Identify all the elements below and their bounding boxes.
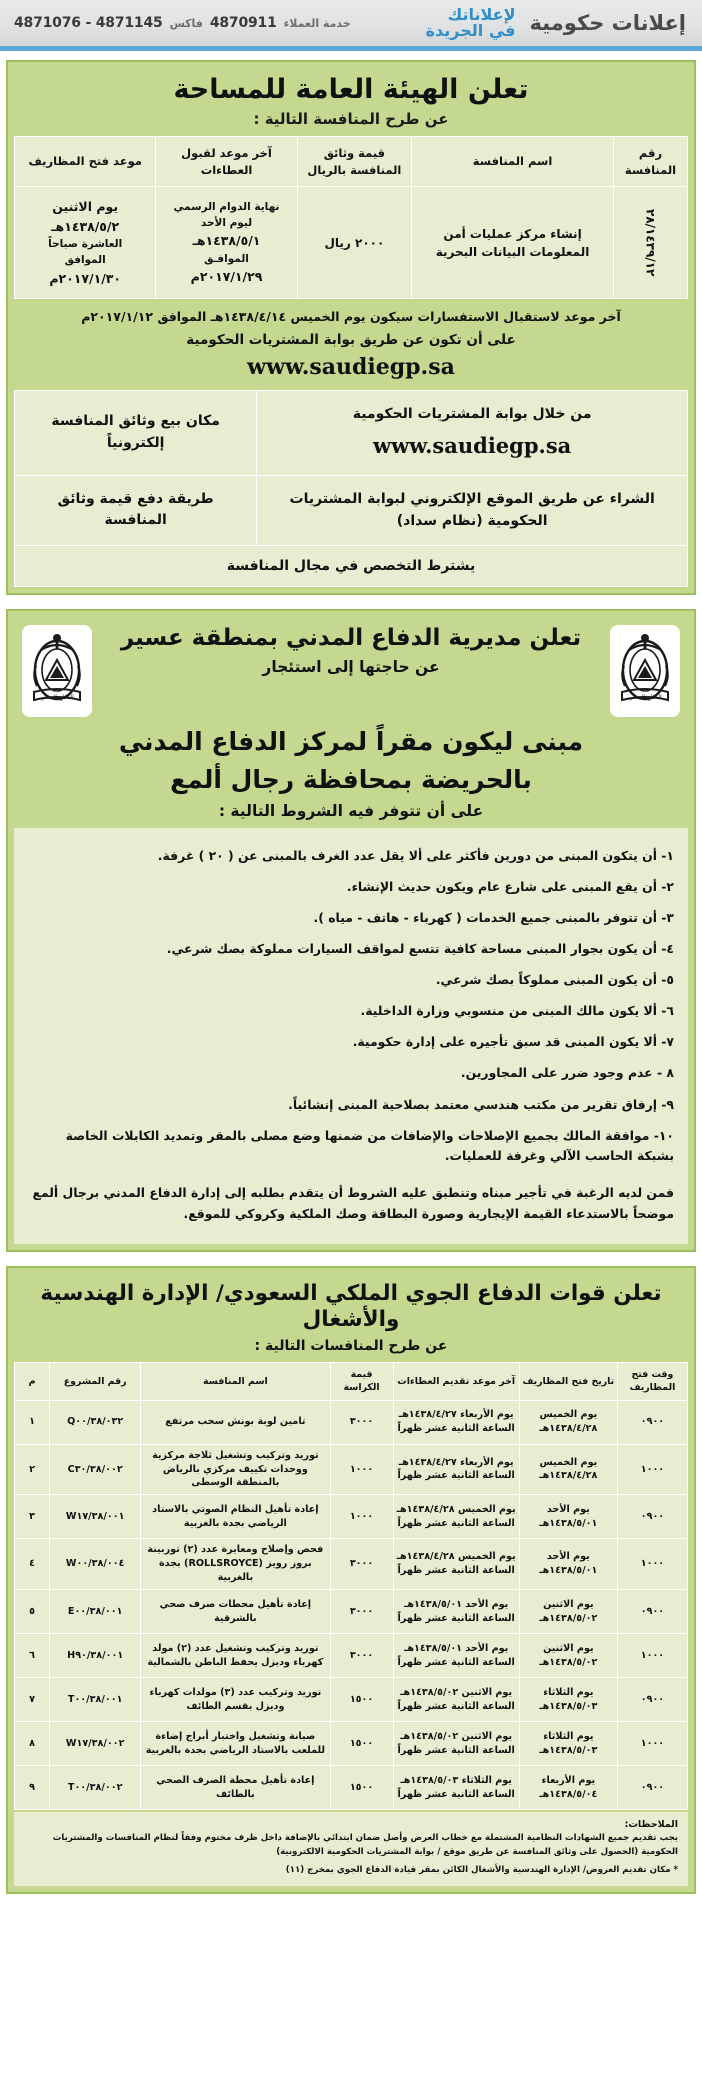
cell-booklet-value: ١٥٠٠ — [330, 1766, 393, 1810]
cell-project-number: T٠٠/٣٨/٠٠١ — [50, 1678, 141, 1722]
survey-info-table — [14, 390, 688, 587]
fax-label: فاكس — [169, 16, 203, 30]
th-last-bid-date: آخر موعد لقبول العطاءات — [156, 137, 297, 187]
cell-serial: ١ — [15, 1400, 50, 1444]
table-row — [15, 476, 688, 546]
cell-tender-name: إعادة تأهيل محطات صرف صحي بالشرقية — [141, 1590, 330, 1634]
open-date-line1: يوم الأحد — [546, 1503, 590, 1515]
civil-defense-headline-line2: بالحريضة بمحافظة رجال ألمع — [170, 764, 532, 794]
cell-serial: ٢ — [15, 1444, 50, 1495]
table-row — [15, 1634, 688, 1678]
cell-open-date — [519, 1495, 617, 1539]
cell-last-submit — [393, 1634, 519, 1678]
list-item: ٨ - عدم وجود ضرر على المجاورين. — [460, 1065, 674, 1081]
note-text: يجب تقديم جميع الشهادات النظامية المشتملة مع خطاب العرض وأصل ضمان ابتدائي بالإضافة داخل ظرف مختوم وفقاً لنظام المنافسات والمشتريات الحكومية (الحصول على وثائق المنافسة عن طريق موقع / بوابة المشتريات الحكومية الالكترونية) — [52, 1833, 678, 1857]
last-submit-line1: يوم الأربعاء ١٤٣٨/٤/٢٧هـ — [398, 1456, 514, 1468]
table-row — [15, 1539, 688, 1590]
open-date-line2: ١٤٣٨/٥/٠٢هـ — [539, 1656, 598, 1668]
cell-open-time: ٠٩٠٠ — [617, 1590, 687, 1634]
cell-project-number: W١٧/٣٨/٠٠٢ — [50, 1722, 141, 1766]
cell-last-submit — [393, 1766, 519, 1810]
cell-docs-sale-place-value — [257, 391, 688, 476]
list-item: ٦- ألا يكون مالك المبنى من منسوبي وزارة الداخلية. — [360, 1003, 674, 1019]
air-defense-tenders-table — [14, 1362, 688, 1810]
open-line5: ٢٠١٧/١/٣٠م — [49, 270, 122, 286]
last-submit-line2: الساعة الثانية عشر ظهراً — [397, 1612, 515, 1624]
last-submit-line2: الساعة الثانية عشر ظهراً — [397, 1423, 515, 1435]
air-defense-subtitle: عن طرح المنافسات التالية : — [254, 1337, 448, 1354]
note-submission-place: * مكان تقديم العروض/ الإدارة الهندسية والأشغال الكائن بمقر قيادة الدفاع الجوي بمخرج (١١) — [285, 1864, 678, 1875]
cell-serial: ٤ — [15, 1539, 50, 1590]
cell-tender-name: إنشاء مركز عمليات أمن المعلومات البيانات البحرية — [412, 187, 614, 299]
table-row — [15, 1722, 688, 1766]
open-date-line2: ١٤٣٨/٥/٠١هـ — [539, 1517, 598, 1529]
cell-envelope-open-date — [15, 187, 156, 299]
civil-defense-title-stack — [18, 625, 684, 677]
cell-open-date — [519, 1766, 617, 1810]
ad-block-survey-authority — [6, 60, 696, 595]
cell-project-number: E٠٠/٣٨/٠٠١ — [50, 1590, 141, 1634]
open-date-line1: يوم الاثنين — [543, 1642, 594, 1654]
masthead-advertise-line1: لإعلاناتك — [447, 5, 516, 24]
customer-service-number: 4870911 — [209, 15, 277, 31]
open-date-line2: ١٤٣٨/٥/٠٤هـ — [539, 1788, 598, 1800]
cell-docs-value: ٢٠٠٠ ريال — [297, 187, 411, 299]
cell-project-number: C٣٠/٣٨/٠٠٢ — [50, 1444, 141, 1495]
fax-numbers: 4871145 - 4871076 — [14, 15, 163, 31]
open-date-line1: يوم الاثنين — [543, 1598, 594, 1610]
cell-tender-name: إعادة تأهيل محطة الصرف الصحي بالطائف — [141, 1766, 330, 1810]
civil-defense-title: تعلن مديرية الدفاع المدني بمنطقة عسير — [120, 624, 582, 651]
open-date-line1: يوم الثلاثاء — [543, 1686, 594, 1698]
cell-booklet-value: ٣٠٠٠ — [330, 1634, 393, 1678]
list-item: ٩- إرفاق تقرير من مكتب هندسي معتمد بصلاحية المبنى إنشائياً. — [288, 1096, 674, 1112]
th-open-time: وقت فتح المظاريف — [617, 1362, 687, 1400]
cell-project-number: T٠٠/٣٨/٠٠٢ — [50, 1766, 141, 1810]
cell-open-date — [519, 1634, 617, 1678]
last-submit-line2: الساعة الثانية عشر ظهراً — [397, 1565, 515, 1577]
cell-last-submit — [393, 1539, 519, 1590]
last-bid-line4: الموافـق — [204, 252, 249, 265]
last-submit-line1: يوم الأحد ١٤٣٨/٥/٠١هـ — [404, 1642, 509, 1654]
civil-defense-closing-paragraph: فمن لديه الرغبة في تأجير مبناه وتنطبق عليه الشروط أن يتقدم بطلبه إلى إدارة الدفاع المدني برجال ألمع موضحاً بالاستدعاء القيمة الإيجارية وصورة البطاقة وصك الملكية وكروكي للموقع. — [32, 1185, 674, 1222]
cell-booklet-value: ٣٠٠٠ — [330, 1539, 393, 1590]
page-masthead — [0, 0, 702, 46]
open-date-line2: ١٤٣٨/٥/٠١هـ — [539, 1565, 598, 1577]
table-row — [15, 1444, 688, 1495]
cell-tender-name: تامين لوبة بونش سحب مرتفع — [141, 1400, 330, 1444]
table-row — [15, 1400, 688, 1444]
cell-payment-method-value: الشراء عن طريق الموقع الإلكتروني لبوابة المشتريات الحكومية (نظام سداد) — [257, 476, 688, 546]
last-submit-line1: يوم الأحد ١٤٣٨/٥/٠١هـ — [404, 1598, 509, 1610]
masthead-contact — [14, 15, 351, 31]
th-open-date: تاريخ فتح المظاريف — [519, 1362, 617, 1400]
cell-tender-number: ٢٨/١٤٣٩/١٢ — [613, 187, 687, 299]
last-bid-line3: ١٤٣٨/٥/١هـ — [192, 233, 261, 249]
open-date-line2: ١٤٣٨/٥/٠٣هـ — [539, 1744, 598, 1756]
open-date-line1: يوم الأربعاء — [541, 1774, 596, 1786]
cell-open-date — [519, 1444, 617, 1495]
last-submit-line1: يوم الأربعاء ١٤٣٨/٤/٢٧هـ — [398, 1409, 514, 1421]
civil-defense-emblem-icon-left — [22, 625, 92, 717]
last-submit-line1: يوم الاثنين ١٤٣٨/٥/٠٢هـ — [400, 1686, 513, 1698]
list-item: ٣- أن تتوفر بالمبنى جميع الخدمات ( كهرباء - هاتف - مياه ). — [313, 910, 674, 925]
cell-tender-name: إعادة تأهيل النظام الصوتي بالاستاد الرياضي بجدة بالغربية — [141, 1495, 330, 1539]
th-serial: م — [15, 1362, 50, 1400]
survey-ad-title: تعلن الهيئة العامة للمساحة — [173, 74, 529, 105]
cell-last-submit — [393, 1722, 519, 1766]
civil-defense-headline-line1: مبنى ليكون مقراً لمركز الدفاع المدني — [118, 726, 584, 756]
cell-serial: ٨ — [15, 1722, 50, 1766]
cell-booklet-value: ١٠٠٠ — [330, 1444, 393, 1495]
th-booklet-value: قيمة الكراسة — [330, 1362, 393, 1400]
spacer — [0, 51, 702, 60]
conditions-list — [28, 840, 674, 1171]
table-row — [15, 1766, 688, 1810]
last-submit-line2: الساعة الثانية عشر ظهراً — [397, 1656, 515, 1668]
cell-open-time: ٠٩٠٠ — [617, 1678, 687, 1722]
ad-block-civil-defense — [6, 609, 696, 1252]
cell-docs-sale-place-label: مكان بيع وثائق المنافسة إلكترونياً — [15, 391, 257, 476]
cell-project-number: H٩٠/٣٨/٠٠١ — [50, 1634, 141, 1678]
cell-open-date — [519, 1678, 617, 1722]
last-submit-line1: يوم الثلاثاء ١٤٣٨/٥/٠٣هـ — [400, 1774, 512, 1786]
civil-defense-conditions-intro: على أن تتوفر فيه الشروط التالية : — [218, 802, 484, 821]
cell-booklet-value: ١٠٠٠ — [330, 1495, 393, 1539]
open-line1: يوم الاثنين — [52, 199, 119, 215]
open-date-line2: ١٤٣٨/٥/٠٣هـ — [539, 1700, 598, 1712]
docs-sale-place-text: من خلال بوابة المشتريات الحكومية — [352, 406, 592, 423]
open-date-line1: يوم الأحد — [546, 1551, 590, 1563]
cell-open-time: ٠٩٠٠ — [617, 1400, 687, 1444]
list-item: ٤- أن يكون بجوار المبنى مساحة كافية تتسع لمواقف السيارات مملوكة بصك شرعي. — [166, 941, 674, 957]
th-tender-name: اسم المنافسة — [141, 1362, 330, 1400]
th-tender-number: رقم المنافسة — [613, 137, 687, 187]
list-item: ٥- أن يكون المبنى مملوكاً بصك شرعي. — [435, 972, 674, 988]
cell-serial: ٦ — [15, 1634, 50, 1678]
cell-specialization-note: يشترط التخصص في مجال المنافسة — [15, 545, 688, 586]
cell-booklet-value: ٣٠٠٠ — [330, 1400, 393, 1444]
docs-sale-place-url[interactable]: www.saudiegp.sa — [373, 433, 572, 459]
cell-open-time: ١٠٠٠ — [617, 1444, 687, 1495]
table-row — [15, 187, 688, 299]
cell-serial: ٣ — [15, 1495, 50, 1539]
th-last-submit: آخر موعد تقديم العطاءات — [393, 1362, 519, 1400]
open-date-line2: ١٤٣٨/٤/٢٨هـ — [539, 1423, 598, 1435]
cell-serial: ٩ — [15, 1766, 50, 1810]
survey-portal-url[interactable]: www.saudiegp.sa — [247, 354, 455, 381]
civil-defense-emblem-icon-right — [610, 625, 680, 717]
last-bid-line2: ليوم الأحد — [200, 217, 253, 230]
survey-inquiry-deadline: آخر موعد لاستقبال الاستفسارات سيكون يوم الخميس ١٤٣٨/٤/١٤هـ الموافق ٢٠١٧/١/١٢م — [81, 309, 621, 325]
cell-payment-method-label: طريقة دفع قيمة وثائق المنافسة — [15, 476, 257, 546]
cell-serial: ٧ — [15, 1678, 50, 1722]
open-date-line1: يوم الخميس — [539, 1409, 598, 1421]
masthead-advertise-line2: في الجريدة — [425, 21, 516, 40]
table-row — [15, 1495, 688, 1539]
last-bid-line1: نهاية الدوام الرسمي — [173, 200, 280, 213]
survey-tender-table — [14, 136, 688, 299]
table-header-row — [15, 1362, 688, 1400]
list-item: ٧- ألا يكون المبنى قد سبق تأجيره على إدارة حكومية. — [352, 1034, 674, 1050]
open-date-line1: يوم الخميس — [539, 1456, 598, 1468]
customer-service-label: خدمة العملاء — [283, 16, 351, 30]
open-line3: العاشرة صباحاً — [48, 237, 123, 250]
air-defense-title: تعلن قوات الدفاع الجوي الملكي السعودي/ الإدارة الهندسية والأشغال — [40, 1281, 662, 1332]
cell-last-submit — [393, 1678, 519, 1722]
cell-open-date — [519, 1539, 617, 1590]
list-item: ١٠- موافقة المالك بجميع الإصلاحات والإضافات من ضمنها وضع مصلى بالمقر وتمديد الكابلات الخاصة بشبكة الحاسب الآلي وغرفة للعمليات. — [65, 1127, 674, 1163]
last-submit-line1: يوم الاثنين ١٤٣٨/٥/٠٢هـ — [400, 1730, 513, 1742]
th-docs-value: قيمة وثائق المنافسة بالريال — [297, 137, 411, 187]
cell-tender-name: توريد وتركيب عدد (٣) مولدات كهرباء وديزل بقسم الطائف — [141, 1678, 330, 1722]
cell-last-submit — [393, 1444, 519, 1495]
cell-serial: ٥ — [15, 1590, 50, 1634]
cell-booklet-value: ٣٠٠٠ — [330, 1590, 393, 1634]
cell-open-time: ١٠٠٠ — [617, 1722, 687, 1766]
survey-ad-subtitle: عن طرح المنافسة التالية : — [253, 110, 449, 129]
th-tender-name: اسم المنافسة — [412, 137, 614, 187]
civil-defense-header — [14, 617, 688, 721]
ad-block-air-defense — [6, 1266, 696, 1894]
civil-defense-subtitle: عن حاجتها إلى استئجار — [262, 658, 440, 677]
cell-booklet-value: ١٥٠٠ — [330, 1722, 393, 1766]
svg-text:الدفاع المدني: الدفاع المدني — [40, 693, 74, 701]
last-submit-line2: الساعة الثانية عشر ظهراً — [397, 1517, 515, 1529]
cell-open-date — [519, 1400, 617, 1444]
table-row — [15, 391, 688, 476]
cell-open-date — [519, 1722, 617, 1766]
last-submit-line2: الساعة الثانية عشر ظهراً — [397, 1470, 515, 1482]
civil-defense-conditions-box — [14, 828, 688, 1244]
cell-last-submit — [393, 1590, 519, 1634]
air-defense-notes-box — [14, 1812, 688, 1886]
cell-booklet-value: ١٥٠٠ — [330, 1678, 393, 1722]
cell-tender-name: توريد وتركيب وتشغيل ثلاجة مركزية ووحدات تكييف مركزي بالرياض بالمنطقة الوسطى — [141, 1444, 330, 1495]
cell-tender-name: صيانة وتشغيل واختبار أبراج إضاءة للملعب بالاستاد الرياضي بجدة بالغربية — [141, 1722, 330, 1766]
cell-open-time: ١٠٠٠ — [617, 1634, 687, 1678]
table-header-row — [15, 137, 688, 187]
svg-text:الدفاع المدني: الدفاع المدني — [628, 693, 662, 701]
last-submit-line2: الساعة الثانية عشر ظهراً — [397, 1700, 515, 1712]
table-row — [15, 1590, 688, 1634]
open-line2: ١٤٣٨/٥/٢هـ — [51, 218, 120, 234]
list-item: ١- أن يتكون المبنى من دورين فأكثر على ألا يقل عدد الغرف بالمبنى عن ( ٢٠ ) غرفة. — [157, 847, 674, 863]
open-date-line1: يوم الثلاثاء — [543, 1730, 594, 1742]
table-row — [15, 1678, 688, 1722]
notes-title: الملاحظات: — [624, 1819, 678, 1831]
last-submit-line1: يوم الخميس ١٤٣٨/٤/٢٨هـ — [396, 1503, 516, 1515]
cell-open-time: ٠٩٠٠ — [617, 1766, 687, 1810]
open-date-line2: ١٤٣٨/٥/٠٢هـ — [539, 1612, 598, 1624]
list-item: ٢- أن يقع المبنى على شارع عام ويكون حديث الإنشاء. — [346, 878, 674, 894]
th-project-number: رقم المشروع — [50, 1362, 141, 1400]
last-submit-line2: الساعة الثانية عشر ظهراً — [397, 1788, 515, 1800]
last-bid-line5: ٢٠١٧/١/٢٩م — [190, 268, 263, 284]
table-row — [15, 545, 688, 586]
masthead-gov-ads-label: إعلانات حكومية — [529, 11, 686, 35]
cell-open-time: ٠٩٠٠ — [617, 1495, 687, 1539]
cell-open-time: ١٠٠٠ — [617, 1539, 687, 1590]
open-line4: الموافق — [64, 254, 106, 267]
masthead-advertise-stack — [426, 7, 516, 39]
last-submit-line1: يوم الخميس ١٤٣٨/٤/٢٨هـ — [396, 1551, 516, 1563]
cell-project-number: Q٠٠/٣٨/٠٣٢ — [50, 1400, 141, 1444]
cell-tender-name: فحص وإصلاح ومعايرة عدد (٢) توربينة بروز رويز (ROLLSROYCE) بجدة بالغربية — [141, 1539, 330, 1590]
cell-last-submit — [393, 1400, 519, 1444]
masthead-brand — [426, 7, 686, 39]
th-envelope-open-date: موعد فتح المظاريف — [15, 137, 156, 187]
cell-last-bid-date — [156, 187, 297, 299]
cell-project-number: W١٧/٣٨/٠٠١ — [50, 1495, 141, 1539]
cell-tender-name: توريد وتركيب وتشغيل عدد (٢) مولد كهرباء وديزل يحفظ الباطن بالشمالية — [141, 1634, 330, 1678]
cell-project-number: W٠٠/٣٨/٠٠٤ — [50, 1539, 141, 1590]
survey-inquiry-channel: على أن تكون عن طريق بوابة المشتريات الحكومية — [186, 332, 516, 349]
air-defense-table-body — [15, 1400, 688, 1809]
cell-open-date — [519, 1590, 617, 1634]
open-date-line2: ١٤٣٨/٤/٢٨هـ — [539, 1470, 598, 1482]
cell-last-submit — [393, 1495, 519, 1539]
last-submit-line2: الساعة الثانية عشر ظهراً — [397, 1744, 515, 1756]
